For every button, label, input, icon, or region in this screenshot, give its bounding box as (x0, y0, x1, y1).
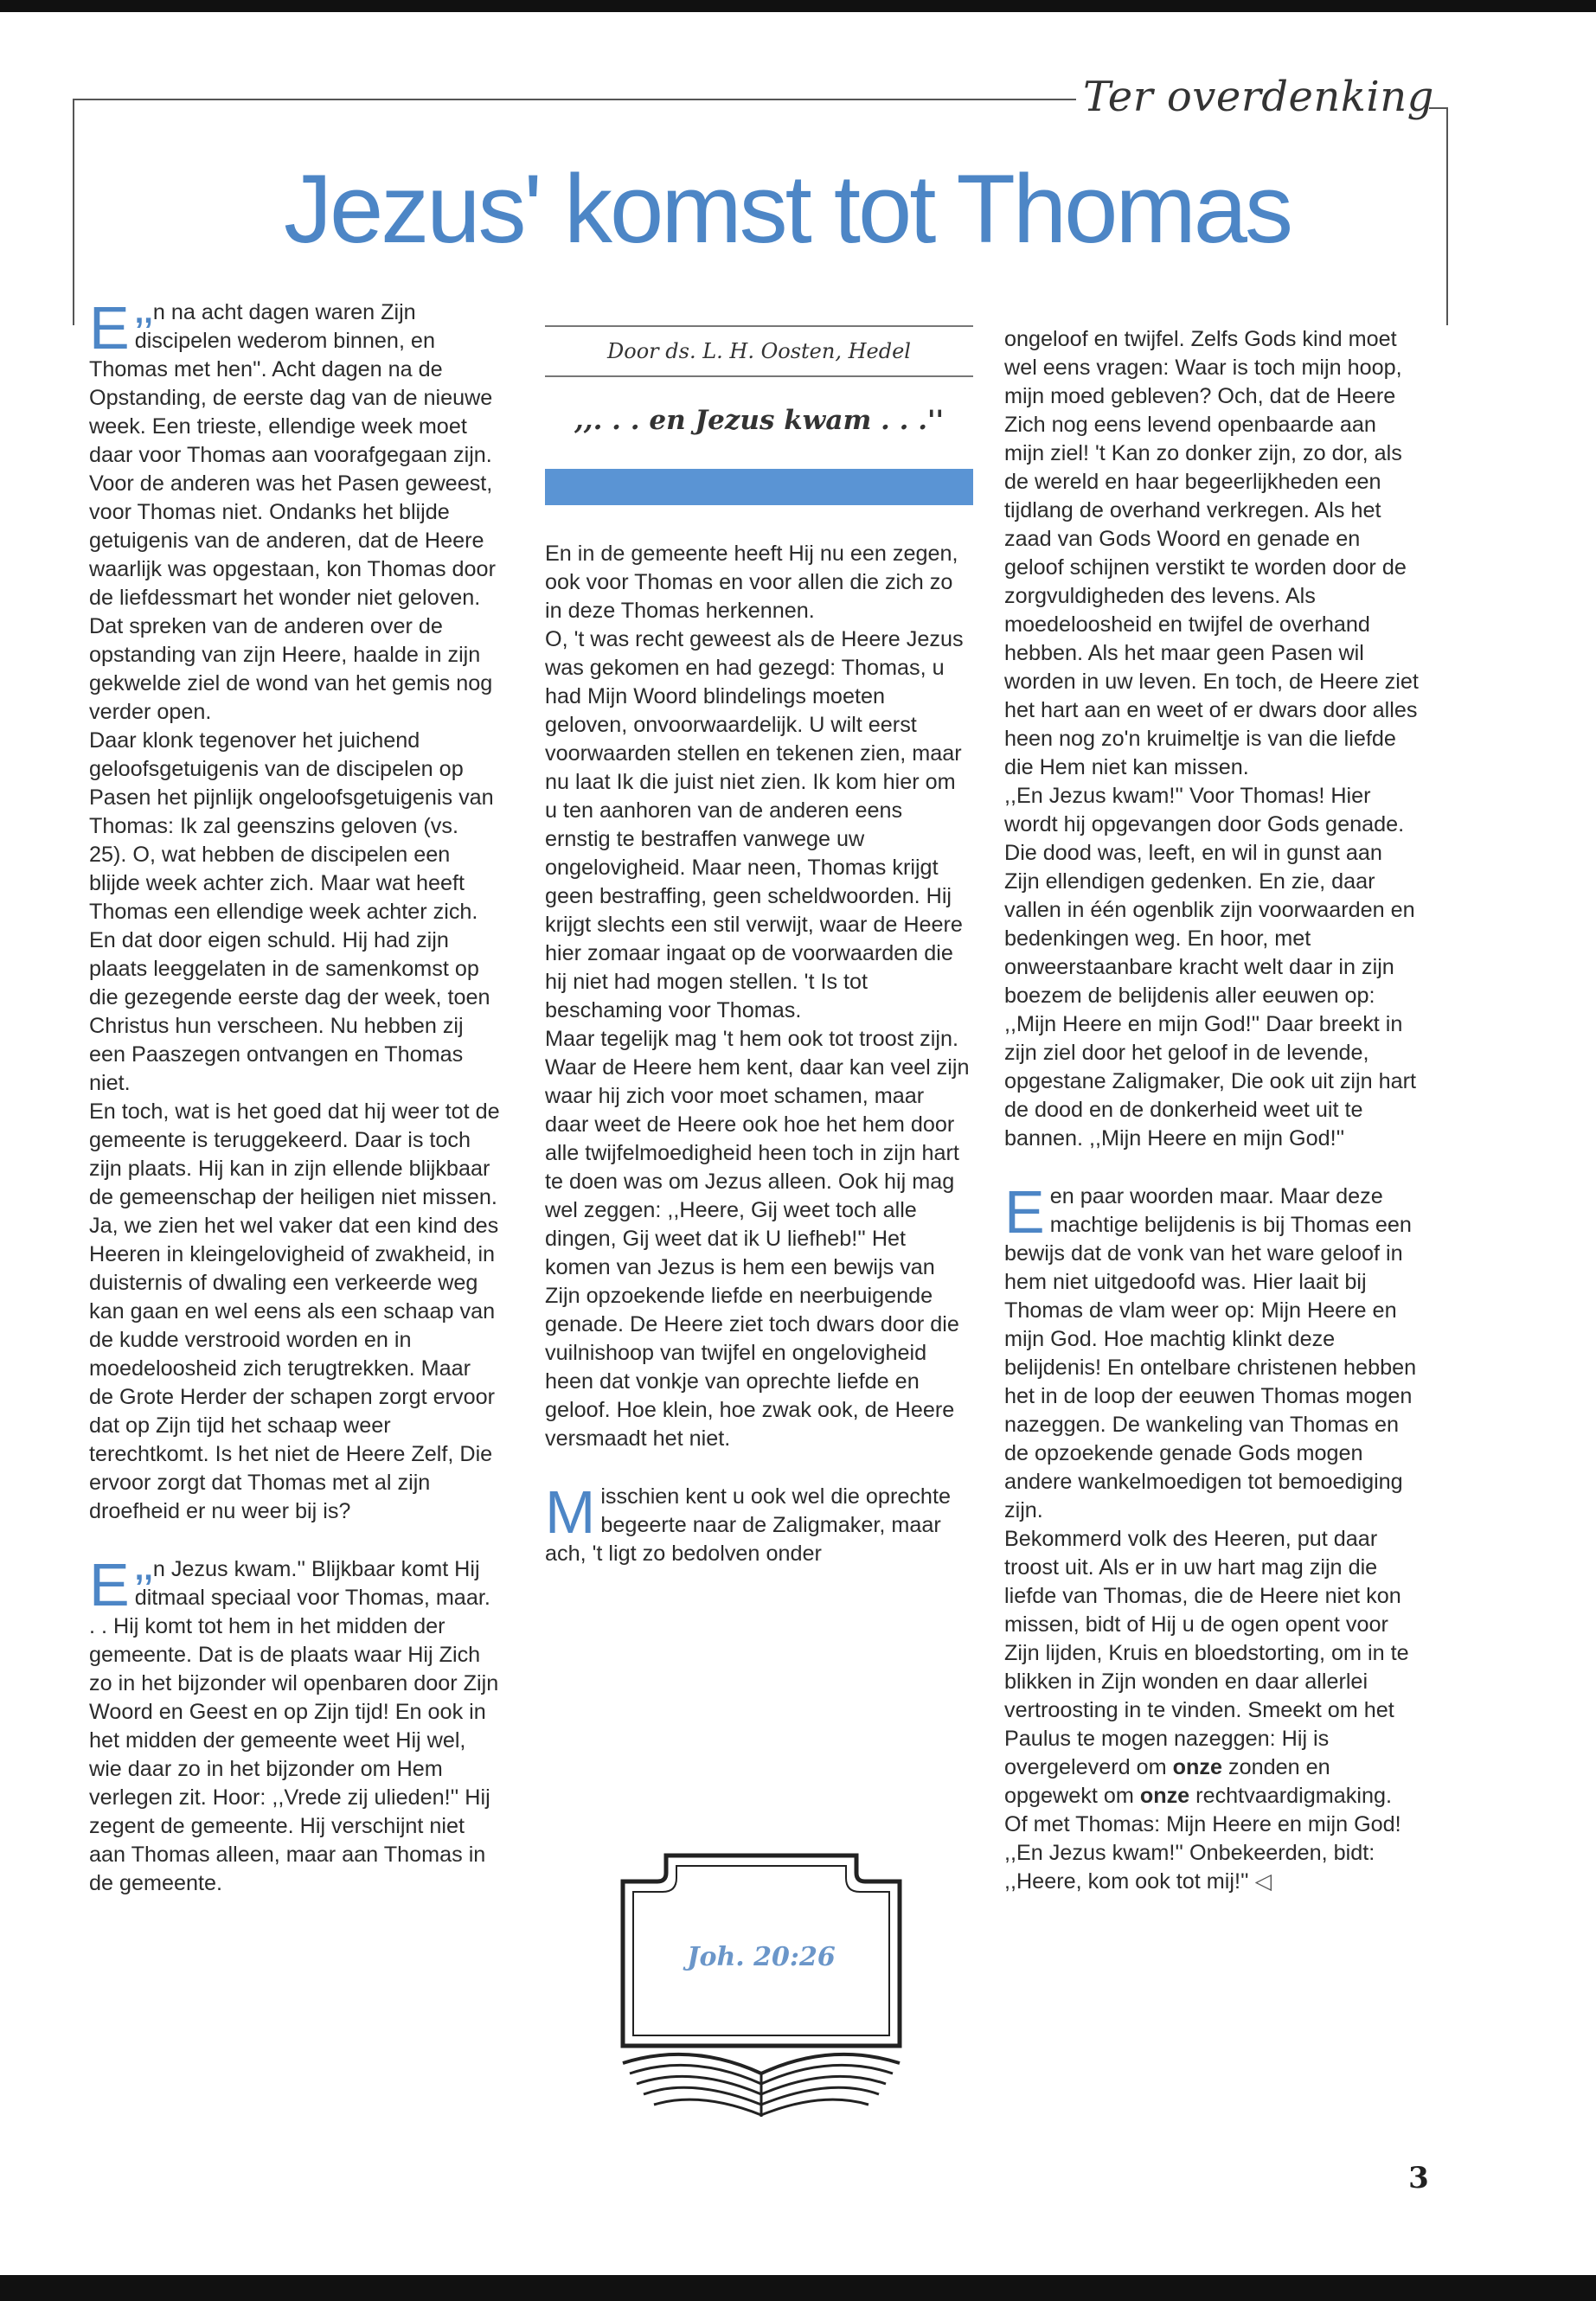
opening-quote: ,, (134, 298, 153, 330)
paragraph: ongeloof en twijfel. Zelfs Gods kind moet wel eens vragen: Waar is toch mijn hoop, mijn moed gebleven? Och, dat de Heere Zich nog eens levend openbaarde aan mijn ziel! 't Kan zo donker zijn, zo dor, als de wereld en haar begeerlijkheden een tijdlang de overhand verkregen. Als het zaad van Gods Woord en genade en geloof schijnen verstikt te worden door de zorgvuldigheden des levens. Als moedeloosheid en twijfel de overhand hebben. Als het maar geen Pasen wil worden in uw leven. En toch, de Heere ziet het hart aan en weet of er dwars door alles heen nog zo'n kruimeltje is van die liefde die Hem niet kan missen. (1004, 327, 1419, 779)
header-rule (73, 99, 1076, 100)
paragraph: Daar klonk tegenover het juichend geloofsgetuigenis van de discipelen op Pasen het pijnlijk ongeloofsgetuigenis van Thomas: Ik zal geenszins geloven (vs. 25). O, wat hebben de discipelen een blijde week achter zich. Maar wat heeft Thomas een ellendige week achter zich. En dat door eigen schuld. Hij had zijn plaats leeggelaten in de samenkomst op die gezegende eerste dag der week, toen Christus hun verscheen. Nu hebben zij een Paaszegen ontvangen en Thomas niet. (89, 728, 494, 1095)
opening-quote: ,, (134, 1555, 153, 1587)
paragraph-text: isschien kent u ook wel die oprechte begeerte naar de Zaligmaker, maar ach, 't ligt zo bedolven onder (545, 1484, 951, 1566)
paragraph (545, 1483, 973, 1568)
paragraph (89, 1555, 500, 1898)
paragraph (89, 298, 500, 727)
paragraph (1004, 1525, 1420, 1839)
text-run: ,,En Jezus kwam!'' Onbekeerden, bidt: ,,Heere, kom ook tot mij!'' (1004, 1841, 1375, 1894)
paragraph (1004, 1839, 1420, 1896)
byline: Door ds. L. H. Oosten, Hedel (545, 325, 973, 377)
emphasis: onze (1139, 1784, 1190, 1808)
header-rule-left (73, 99, 74, 325)
motto: ,,. . . en Jezus kwam . . .'' (574, 405, 944, 436)
page-title: Jezus' komst tot Thomas (283, 155, 1292, 263)
paragraph: Maar tegelijk mag 't hem ook tot troost zijn. Waar de Heere hem kent, daar kan veel zijn waar hij zich voor moet schamen, maar daar weet de Heere ook hoe het hem door alle twijfelmoedigheid heen toch in zijn hart te doen was om Jezus alleen. Ook hij mag wel zeggen: ,,Heere, Gij weet toch alle dingen, Gij weet dat ik U liefheb!'' Het komen van Jezus is hem een bewijs van Zijn opzoekende liefde en neerbuigende genade. De Heere ziet toch dwars door die vuilnishoop van twijfel en ongelovigheid heen dat vonkje van oprechte liefde en geloof. Hoe klein, hoe zwak ook, de Heere versmaadt het niet. (545, 1027, 970, 1451)
article-column-1 (89, 298, 500, 1898)
top-edge-bar (0, 0, 1596, 12)
drop-cap: E (1004, 1183, 1045, 1246)
drop-cap: M (545, 1483, 596, 1546)
paragraph-text: n Jezus kwam.'' Blijkbaar komt Hij ditmaal speciaal voor Thomas, maar. . . Hij komt tot hem in het midden der gemeente. Dat is de plaats waar Hij Zich zo in het bijzonder wil openbaren door Zijn Woord en Geest en op Zijn tijd! En ook in het midden der gemeente weet Hij wel, wie daar zo in het bijzonder om Hem verlegen zit. Hoor: ,,Vrede zij ulieden!'' Hij zegent de gemeente. Hij verschijnt niet aan Thomas alleen, maar aan Thomas in de gemeente. (89, 1557, 499, 1895)
end-of-article-icon: ◁ (1254, 1869, 1272, 1894)
paragraph: ,,En Jezus kwam!'' Voor Thomas! Hier wordt hij opgevangen door Gods genade. Die dood was, leeft, en wil in gunst aan Zijn ellendigen gedenken. En zie, daar vallen in één ogenblik zijn voorwaarden en bedenkingen weg. En hoor, met onweerstaanbare kracht welt daar in zijn boezem de belijdenis aller eeuwen op: ,,Mijn Heere en mijn God!'' Daar breekt in zijn ziel door het geloof in de levende, opgestane Zaligmaker, Die ook uit zijn hart de dood en de donkerheid weet uit te bannen. ,,Mijn Heere en mijn God!'' (1004, 784, 1417, 1150)
emphasis: onze (1172, 1755, 1222, 1779)
page-number: 3 (1408, 2161, 1429, 2195)
article-column-3 (1004, 325, 1420, 1896)
bottom-edge-bar (0, 2275, 1596, 2301)
paragraph: En in de gemeente heeft Hij nu een zegen, ook voor Thomas en voor allen die zich zo in deze Thomas herkennen. (545, 542, 958, 623)
drop-cap: E (89, 298, 130, 362)
book-icon (606, 1847, 917, 2132)
section-label: Ter overdenking (1083, 73, 1434, 121)
paragraph-text: n na acht dagen waren Zijn discipelen wederom binnen, en Thomas met hen''. Acht dagen na de Opstanding, de eerste dag van de nieuwe week. Een trieste, ellendige week moet daar voor Thomas aan voorafgegaan zijn. Voor de anderen was het Pasen geweest, voor Thomas niet. Ondanks het blijde getuigenis van de anderen, dat de Heere waarlijk was opgestaan, kon Thomas door de liefdessmart het wonder niet geloven. Dat spreken van de anderen over de opstanding van zijn Heere, haalde in zijn gekwelde ziel de wond van het gemis nog verder open. (89, 300, 496, 724)
accent-bar (545, 469, 973, 505)
paragraph: En toch, wat is het goed dat hij weer tot de gemeente is teruggekeerd. Daar is toch zijn plaats. Hij kan in zijn ellende blijkbaar de gemeenschap der heiligen niet missen. Ja, we zien het wel vaker dat een kind des Heeren in kleingelovigheid of zwakheid, in duisternis of dwaling een verkeerde weg kan gaan en wel eens als een schaap van de kudde verstrooid worden en in moedeloosheid zich terugtrekken. Maar de Grote Herder der schapen zorgt ervoor dat op Zijn tijd het schaap weer terechtkomt. Is het niet de Heere Zelf, Die ervoor zorgt dat Thomas met al zijn droefheid er nu weer bij is? (89, 1099, 500, 1523)
text-run: zonden en opgewekt om (1004, 1755, 1330, 1808)
paragraph: O, 't was recht geweest als de Heere Jezus was gekomen en had gezegd: Thomas, u had Mijn Woord blindelings moeten geloven, onvoorwaardelijk. U wilt eerst voorwaarden stellen en tekenen zien, maar nu laat Ik die juist niet zien. Ik kom hier om u ten aanhoren van de anderen eens ernstig te bestraffen vanwege uw ongelovigheid. Maar neen, Thomas krijgt geen bestraffing, geen scheldwoorden. Hij krijgt slechts een stil verwijt, waar de Heere hier zomaar ingaat op de voorwaarden die hij niet had mogen stellen. 't Is tot beschaming voor Thomas. (545, 627, 964, 1022)
drop-cap: E (89, 1555, 130, 1618)
text-run: rechtvaardigmaking. Of met Thomas: Mijn Heere en mijn God! (1004, 1784, 1401, 1836)
scripture-reference: Joh. 20:26 (687, 1942, 836, 1972)
paragraph (1004, 1183, 1420, 1525)
open-book-illustration (606, 1847, 917, 2132)
paragraph-text: en paar woorden maar. Maar deze machtige belijdenis is bij Thomas een bewijs dat de vonk van het ware geloof in hem niet uitgedoofd was. Hier laait bij Thomas de vlam weer op: Mijn Heere en mijn God. Hoe machtig klinkt deze belijdenis! En ontelbare christenen hebben het in de loop der eeuwen Thomas mogen nazeggen. De wankeling van Thomas en de opzoekende genade Gods mogen andere wankelmoedigen tot bemoediging zijn. (1004, 1184, 1417, 1522)
article-column-2 (545, 325, 973, 1568)
text-run: Bekommerd volk des Heeren, put daar troost uit. Als er in uw hart mag zijn die liefde van Thomas, die de Heere niet kon missen, bidt of Hij u de ogen opent voor Zijn lijden, Kruis en bloedstorting, om in te blikken in Zijn wonden en daar allerlei vertroosting in te vinden. Smeekt om het Paulus te mogen nazeggen: Hij is overgeleverd om (1004, 1527, 1409, 1779)
